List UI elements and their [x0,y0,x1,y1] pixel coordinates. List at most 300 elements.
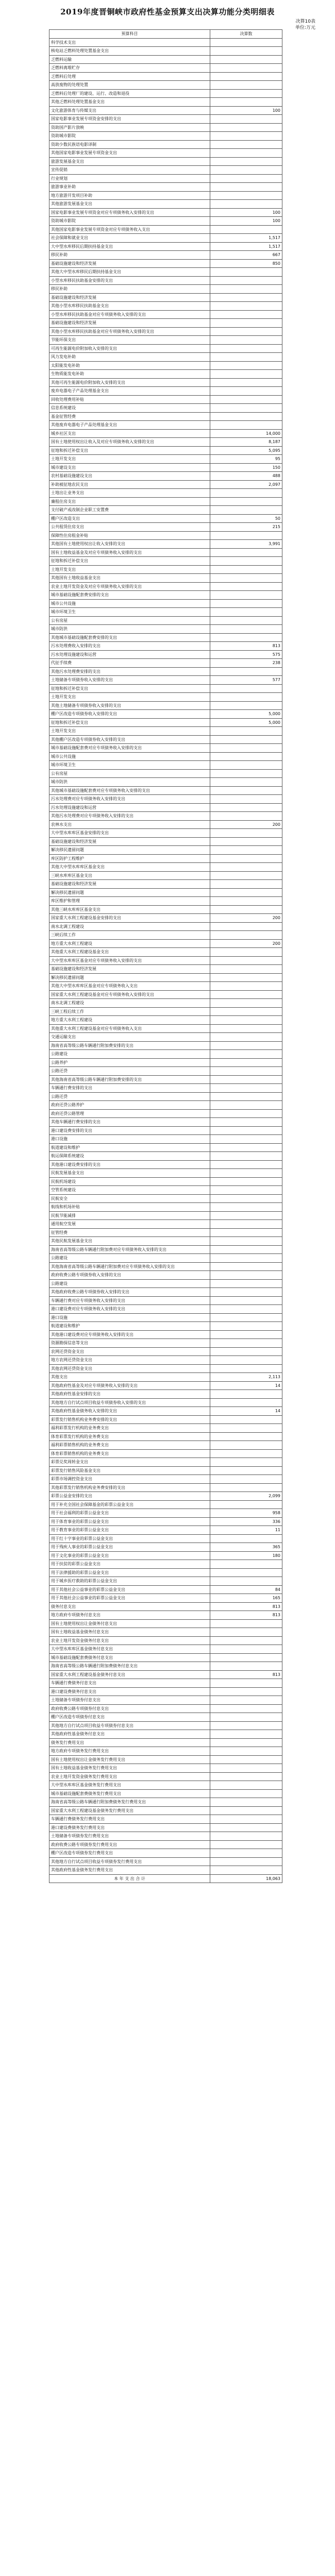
table-row [49,633,282,642]
row-amount: 180 [210,1551,282,1560]
row-amount [210,1271,282,1280]
table-row [49,854,282,863]
budget-table [49,29,282,1883]
row-subject: 城市基础设施配套费债务付息支出 [49,1653,210,1662]
row-amount [210,268,282,277]
table-row [49,1135,282,1144]
row-amount: 488 [210,472,282,481]
row-amount [210,302,282,311]
row-subject: 城市公共设施 [49,599,210,608]
row-subject: 彩票公益金安排的支出 [49,1492,210,1501]
row-amount [210,1806,282,1815]
row-subject: 彩票发行销售机构业务费安排的支出 [49,1415,210,1424]
table-row [49,591,282,600]
table-row [49,98,282,107]
table-row [49,1424,282,1433]
row-subject: 国家重大水利工程建设基金债务发行费用支出 [49,1806,210,1815]
table-row [49,1781,282,1790]
table-row [49,506,282,515]
total-amount: 18,063 [210,1874,282,1883]
row-subject: 国家重大水利工程建设基金安排的支出 [49,914,210,923]
table-row [49,914,282,923]
row-subject: 基础设施建设和经济发展 [49,965,210,974]
table-row [49,863,282,872]
table-row [49,1024,282,1033]
table-row [49,1832,282,1841]
table-row [49,1534,282,1543]
table-row [49,1738,282,1747]
row-subject: 社会保障和就业支出 [49,234,210,243]
row-amount [210,1840,282,1849]
row-subject: 征地和拆迁补偿支出 [49,446,210,455]
table-row [49,1704,282,1713]
row-amount [210,157,282,166]
row-subject: 基础设施建设和经济发展 [49,880,210,889]
row-amount [210,1024,282,1033]
row-amount: 200 [210,914,282,923]
row-amount: 365 [210,1543,282,1552]
row-subject: 其他政府性基金债务发行费用支出 [49,1866,210,1875]
table-row [49,1407,282,1416]
row-subject: 其他重大水利工程建设基金支出 [49,948,210,957]
table-row [49,1126,282,1135]
row-amount: 850 [210,259,282,268]
table-row [49,1789,282,1798]
row-amount [210,837,282,846]
table-row [49,480,282,489]
table-row [49,939,282,948]
row-subject: 污水处理费对应专项债务收入安排的支出 [49,795,210,804]
row-subject: 其他彩票发行销售机构业务费安排的支出 [49,1483,210,1492]
row-amount [210,778,282,787]
table-row [49,1713,282,1722]
row-subject: 农村基础设施建设支出 [49,472,210,481]
row-subject: 农业土地开发资金及对应专项债务收入安排的支出 [49,582,210,591]
row-amount [210,1203,282,1212]
row-subject: 其他可再生能源电价附加收入安排的支出 [49,378,210,387]
table-row [49,642,282,651]
table-row [49,132,282,141]
row-amount [210,905,282,914]
row-amount [210,1645,282,1654]
row-amount [210,1636,282,1645]
row-amount [210,812,282,821]
row-subject: 资助国产影片放映 [49,123,210,132]
row-amount: 2,097 [210,480,282,489]
row-subject: 基础设施建设和经济发展 [49,259,210,268]
table-row [49,64,282,73]
row-subject: 资助少数民族语电影译制 [49,140,210,149]
table-row [49,353,282,362]
table-row [49,166,282,175]
row-subject: 国有土地使用权出让金债务付息支出 [49,1619,210,1628]
row-subject: 其他污水处理费对应专项债务收入安排的支出 [49,812,210,821]
table-row [49,336,282,345]
table-row [49,965,282,974]
table-row [49,982,282,991]
row-amount [210,1339,282,1348]
row-amount [210,1313,282,1322]
row-subject: 港口建设费债务付息支出 [49,1687,210,1696]
row-amount [210,948,282,957]
row-amount [210,1296,282,1305]
table-row [49,931,282,940]
table-row [49,948,282,957]
row-amount [210,548,282,557]
row-subject: 国家电影事业发展专项资金对应专项债务收入安排的支出 [49,208,210,217]
table-row [49,1441,282,1450]
row-subject: 福利彩票销售机构的业务费支出 [49,1441,210,1450]
row-amount [210,693,282,702]
row-subject: 库区维护和管理 [49,897,210,906]
row-amount [210,999,282,1008]
table-row [49,1866,282,1875]
row-subject: 大中型水库库区基金安排的支出 [49,829,210,838]
table-row [49,1177,282,1186]
table-row [49,608,282,617]
row-amount [210,863,282,872]
row-subject: 其他国有土地使用权出让收入安排的支出 [49,540,210,549]
table-row [49,497,282,506]
row-subject: 其他土地储备专项债券收入安排的支出 [49,701,210,710]
row-amount [210,1220,282,1229]
table-row [49,1143,282,1152]
row-subject: 其他海南省高等级公路车辆通行附加费安排的支出 [49,1075,210,1084]
table-row [49,268,282,277]
row-amount [210,803,282,812]
row-amount: 5,000 [210,710,282,719]
total-label: 本 年 支 出 合 计 [49,1874,210,1883]
row-subject: 乏燃料离堆贮存 [49,64,210,73]
row-subject: 高放废物的处理处置 [49,81,210,90]
table-row [49,455,282,464]
row-subject: 其他国有土地收益基金支出 [49,574,210,583]
table-row [49,1815,282,1824]
row-amount [210,404,282,413]
row-subject: 国有土地收益基金及对应专项债务收入安排的支出 [49,548,210,557]
row-amount [210,1500,282,1509]
table-row [49,1067,282,1076]
row-amount: 336 [210,1517,282,1526]
row-amount [210,1237,282,1246]
row-subject: 解决移民遗留问题 [49,846,210,855]
table-row [49,803,282,812]
table-row [49,1483,282,1492]
row-subject: 城市防洪 [49,778,210,787]
table-row [49,404,282,413]
row-subject: 其他重大水利工程建设基金对应专项债务收入支出 [49,1024,210,1033]
row-subject: 核电站乏燃料处理处置基金支出 [49,47,210,56]
table-row [49,922,282,931]
row-amount [210,1143,282,1152]
table-row [49,191,282,200]
row-amount [210,616,282,625]
row-amount [210,72,282,81]
row-subject: 城乡社区支出 [49,429,210,438]
row-amount [210,1764,282,1773]
row-amount [210,1568,282,1577]
row-subject: 征管经费 [49,1228,210,1237]
row-subject: 其他支出 [49,1373,210,1382]
row-amount [210,1305,282,1314]
table-row [49,174,282,183]
table-row [49,1109,282,1118]
row-amount [210,786,282,795]
row-subject: 彩票市场调控资金支出 [49,1475,210,1484]
table-row [49,718,282,727]
table-row [49,1551,282,1560]
table-row [49,276,282,285]
table-row [49,1313,282,1322]
row-amount [210,285,282,294]
row-amount [210,1058,282,1067]
table-row [49,1322,282,1331]
row-subject: 农业土地开发资金债务发行费用支出 [49,1772,210,1781]
row-subject: 南水北调工程建设 [49,999,210,1008]
row-subject: 信息系统建设 [49,404,210,413]
table-row [49,1458,282,1467]
row-subject: 国有土地使用权出让收入及对应专项债务收入安排的支出 [49,438,210,447]
row-subject: 政府收费公路专项债券收入安排的支出 [49,1271,210,1280]
row-amount [210,1747,282,1756]
row-amount [210,1662,282,1671]
row-subject: 空管系统建设 [49,1186,210,1195]
row-subject: 其他政府收费公路专项债券收入安排的支出 [49,1288,210,1297]
table-row [49,1364,282,1373]
row-amount [210,990,282,999]
table-row [49,251,282,260]
row-subject: 民航发展基金支出 [49,1169,210,1178]
row-amount [210,684,282,693]
table-row [49,761,282,770]
row-subject: 移民补助 [49,251,210,260]
row-subject: 海南省高等级公路车辆通行附加费债务发行费用支出 [49,1798,210,1807]
row-subject: 废弃电器电子产品处理基金支出 [49,387,210,396]
row-amount [210,1687,282,1696]
row-amount [210,744,282,753]
row-subject: 土地出让业务支出 [49,489,210,498]
table-row [49,89,282,98]
table-row [49,973,282,982]
row-amount [210,591,282,600]
row-amount: 200 [210,939,282,948]
table-row [49,710,282,719]
row-subject: 代征手续费 [49,659,210,668]
table-row [49,361,282,370]
row-amount [210,1279,282,1288]
row-amount: 3,991 [210,540,282,549]
row-amount [210,1449,282,1458]
table-row [49,395,282,404]
table-number: 决算10表 [295,19,315,24]
table-row [49,871,282,880]
row-subject: 其他城市基础设施配套费安排的支出 [49,633,210,642]
row-amount [210,64,282,73]
table-row [49,1798,282,1807]
table-row [49,701,282,710]
row-subject: 大中型水库库区基金对应专项债务收入安排的支出 [49,956,210,965]
row-amount [210,727,282,736]
table-row [49,1245,282,1254]
table-row [49,650,282,659]
table-row [49,1339,282,1348]
row-amount [210,200,282,209]
table-row [49,1118,282,1127]
row-amount [210,132,282,141]
row-subject: 科学技术支出 [49,38,210,47]
row-amount [210,922,282,931]
row-amount: 5,000 [210,718,282,727]
row-subject: 其他污水处理费安排的支出 [49,667,210,676]
row-amount [210,897,282,906]
row-amount [210,336,282,345]
table-row [49,1092,282,1101]
row-amount: 215 [210,523,282,532]
row-subject: 城市基础设施配套费债务发行费用支出 [49,1789,210,1798]
row-subject: 土地储备专项债券付息支出 [49,1696,210,1705]
row-subject: 旅游事业补助 [49,183,210,192]
table-row [49,540,282,549]
row-subject: 国家电影事业发展专项资金安排的支出 [49,115,210,124]
row-amount [210,1823,282,1832]
table-row [49,1033,282,1042]
row-subject: 其他旅游发展基金支出 [49,200,210,209]
table-row [49,378,282,387]
row-amount [210,1696,282,1705]
row-subject: 其他农网还贷资金支出 [49,1364,210,1373]
table-row [49,829,282,838]
row-amount [210,1356,282,1365]
row-amount: 84 [210,1585,282,1594]
table-row [49,1594,282,1603]
row-subject: 其他国家电影事业发展专项资金支出 [49,149,210,158]
table-row [49,667,282,676]
row-amount [210,1075,282,1084]
table-row [49,582,282,591]
row-subject: 污水处理费收入安排的支出 [49,642,210,651]
table-row [49,1305,282,1314]
table-row [49,1016,282,1025]
table-row [49,140,282,149]
row-subject: 债务发行费用支出 [49,1738,210,1747]
row-subject: 土地储备专项债券收入安排的支出 [49,676,210,685]
row-amount [210,327,282,336]
table-row [49,1577,282,1586]
table-body [49,38,282,1874]
row-amount [210,1730,282,1739]
row-subject: 城市公共设施 [49,752,210,761]
table-row [49,1228,282,1237]
row-subject: 乏燃料后处理 [49,72,210,81]
row-amount: 100 [210,106,282,115]
row-subject: 用于法律援助的彩票公益金支出 [49,1568,210,1577]
row-amount [210,846,282,855]
row-amount [210,98,282,107]
row-subject: 用于社会福利的彩票公益金支出 [49,1509,210,1518]
row-amount [210,378,282,387]
table-row [49,1772,282,1781]
row-amount [210,871,282,880]
row-amount [210,1067,282,1076]
table-row [49,234,282,243]
table-row [49,531,282,540]
row-subject: 其他车辆通行费安排的支出 [49,1118,210,1127]
table-row [49,1381,282,1390]
row-subject: 土地开发支出 [49,693,210,702]
row-amount [210,1534,282,1543]
row-subject: 其他海南省高等级公路车辆通行附加费对应专项债务收入安排的支出 [49,1262,210,1271]
row-subject: 其他政府性基金及对应专项债务收入安排的支出 [49,1381,210,1390]
row-subject: 车辆通行费债务付息支出 [49,1679,210,1688]
row-amount [210,1262,282,1271]
row-amount [210,1364,282,1373]
table-row [49,1373,282,1382]
row-amount [210,1679,282,1688]
table-row [49,217,282,226]
table-row [49,1347,282,1356]
row-amount: 1,517 [210,242,282,251]
row-amount [210,1798,282,1807]
table-row [49,1296,282,1305]
row-subject: 港口建设费对应专项债务收入安排的支出 [49,1305,210,1314]
row-amount [210,1866,282,1875]
report-title: 2019年度晋铜峡市政府性基金预算支出决算功能分类明细表 [60,7,275,16]
row-subject: 彩票兑奖周转金支出 [49,1458,210,1467]
row-amount [210,1118,282,1127]
table-row [49,880,282,889]
row-amount [210,1254,282,1263]
row-amount: 813 [210,642,282,651]
table-row [49,1279,282,1288]
row-amount [210,1432,282,1441]
row-amount [210,1560,282,1569]
table-row [49,310,282,319]
row-amount [210,1177,282,1186]
row-subject: 宣传促销 [49,166,210,175]
table-row [49,684,282,693]
row-subject: 其他乏燃料处理处置基金支出 [49,98,210,107]
row-amount [210,565,282,574]
row-amount [210,412,282,421]
table-row [49,769,282,778]
row-amount [210,1738,282,1747]
row-amount [210,370,282,379]
row-subject: 补助被征地农民支出 [49,480,210,489]
table-row [49,183,282,192]
table-row [49,1152,282,1161]
row-subject: 其他政府性基金债务收入安排的支出 [49,1407,210,1416]
row-subject: 大中型水库库区基金债务发行费用支出 [49,1781,210,1790]
row-subject: 民航机场建设 [49,1177,210,1186]
row-amount [210,353,282,362]
table-row [49,1254,282,1263]
row-subject: 债务付息支出 [49,1602,210,1611]
table-row [49,1398,282,1407]
table-row [49,625,282,634]
row-amount [210,1050,282,1059]
row-subject: 其他小型水库移民扶助基金支出 [49,302,210,311]
row-subject: 公路还贷 [49,1067,210,1076]
row-amount: 100 [210,217,282,226]
row-amount: 200 [210,820,282,829]
row-amount: 2,113 [210,1373,282,1382]
table-row [49,1670,282,1679]
row-amount [210,854,282,863]
row-subject: 乏燃料运输 [49,55,210,64]
table-row [49,1220,282,1229]
table-row [49,38,282,47]
table-row [49,888,282,897]
